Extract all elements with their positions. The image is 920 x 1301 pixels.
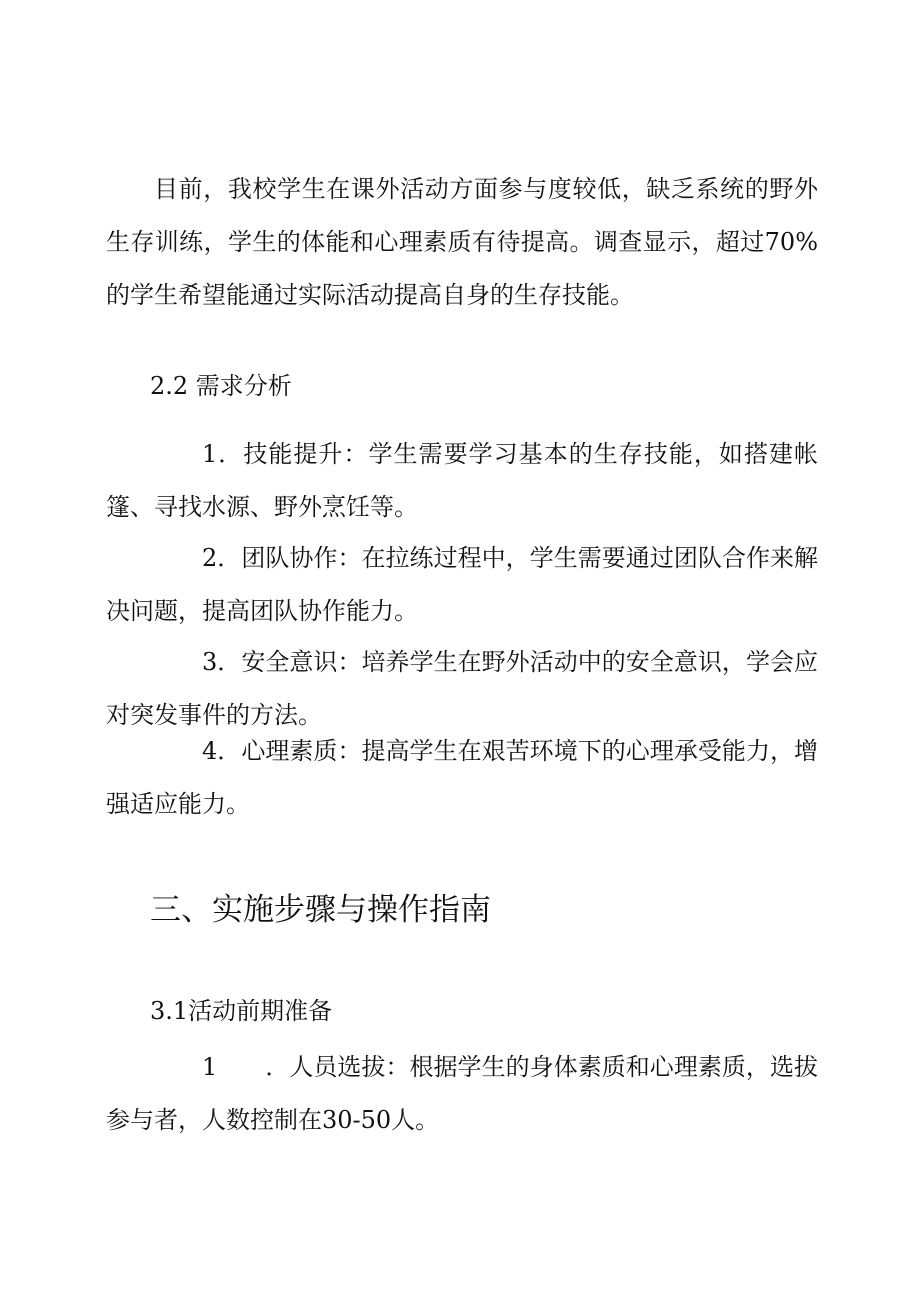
list-item-text: ．安全意识：培养学生在野外活动中的安全意识，学会应对突发事件的方法。 xyxy=(106,648,818,729)
list-item-text: ．技能提升：学生需要学习基本的生存技能，如搭建帐篷、寻找水源、野外烹饪等。 xyxy=(106,440,818,521)
list-item xyxy=(106,428,818,534)
list-item xyxy=(106,532,818,638)
list-item-number: 2 xyxy=(202,544,218,572)
intro-paragraph: 目前，我校学生在课外活动方面参与度较低，缺乏系统的野外生存训练，学生的体能和心理素质有待提高。调查显示，超过70%的学生希望能通过实际活动提高自身的生存技能。 xyxy=(106,175,818,309)
list-item xyxy=(106,1041,818,1147)
list-item-text: ．心理素质：提高学生在艰苦环境下的心理承受能力，增强适应能力。 xyxy=(106,737,818,818)
list-item-number: 1 xyxy=(202,1053,218,1081)
list-item-number: 1 xyxy=(202,440,218,468)
section-2-2-heading: 2.2 需求分析 xyxy=(150,372,292,400)
list-item xyxy=(106,725,818,831)
list-item-text: ．人员选拔：根据学生的身体素质和心理素质，选拔参与者，人数控制在30-50人。 xyxy=(106,1053,818,1134)
section-3-heading: 三、实施步骤与操作指南 xyxy=(150,892,491,928)
section-3-1-heading: 3.1活动前期准备 xyxy=(150,997,333,1025)
list-item-number: 4 xyxy=(202,737,218,765)
list-item-number: 3 xyxy=(202,648,218,676)
list-item-text: ．团队协作：在拉练过程中，学生需要通过团队合作来解决问题，提高团队协作能力。 xyxy=(106,544,818,625)
